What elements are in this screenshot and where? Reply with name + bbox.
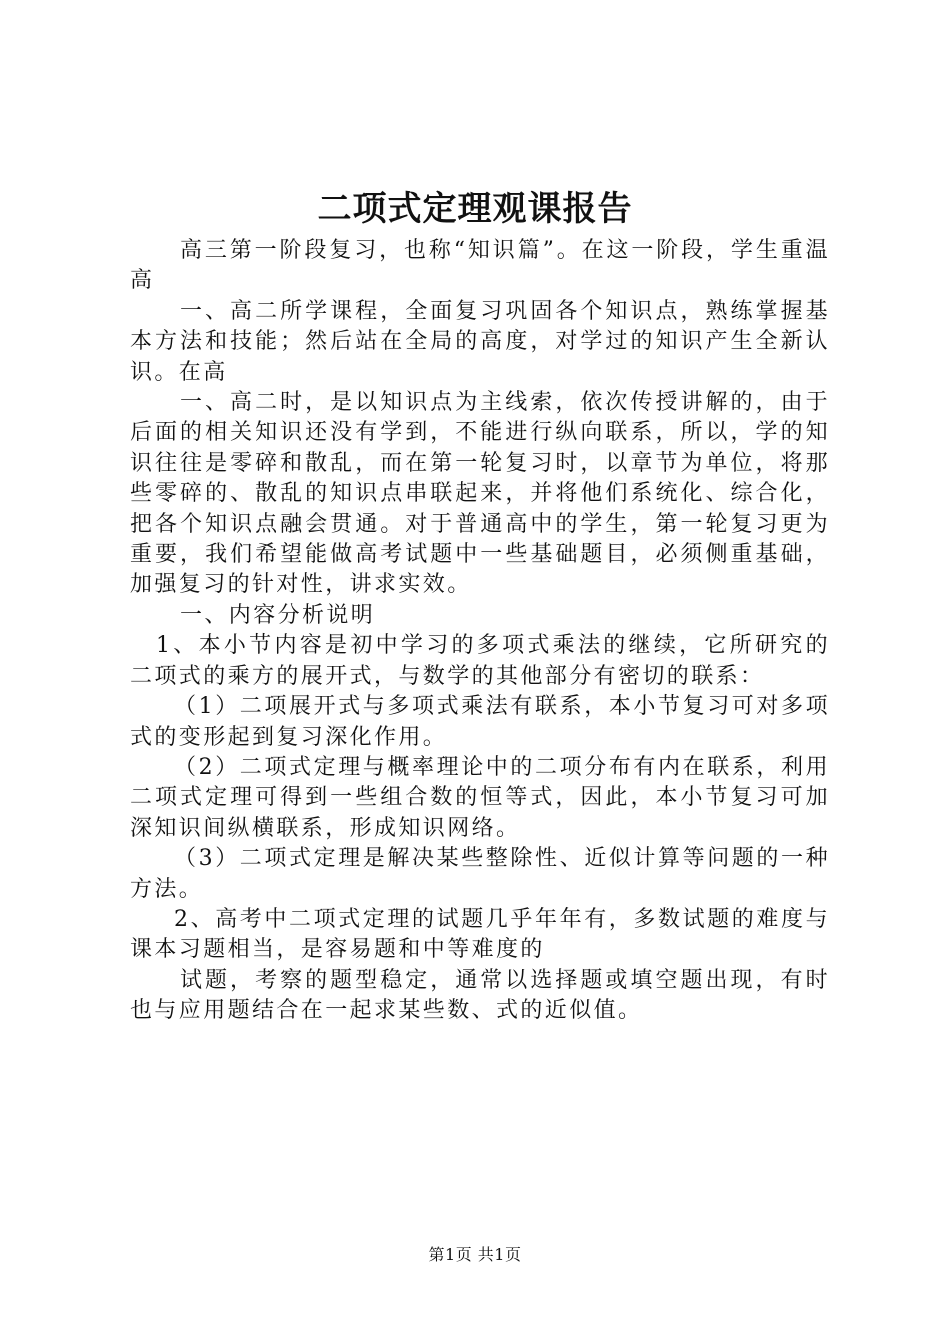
list-item: （2）二项式定理与概率理论中的二项分布有内在联系，利用二项式定理可得到一些组合数的恒等式，因此，本小节复习可加深知识间纵横联系，形成知识网络。: [130, 754, 830, 841]
list-item: （1）二项展开式与多项式乘法有联系，本小节复习可对多项式的变形起到复习深化作用。: [130, 694, 830, 750]
paragraph: 2、高考中二项式定理的试题几乎年年有，多数试题的难度与课本习题相当，是容易题和中等难度的: [130, 906, 830, 963]
paragraph: 1、本小节内容是初中学习的多项式乘法的继续，它所研究的二项式的乘方的展开式，与数学的其他部分有密切的联系：: [130, 633, 830, 689]
paragraph: 试题，考察的题型稳定，通常以选择题或填空题出现，有时也与应用题结合在一起求某些数、式的近似值。: [130, 967, 830, 1024]
paragraph: 高三第一阶段复习，也称“知识篇”。在这一阶段，学生重温高: [130, 238, 830, 294]
document-title: 二项式定理观课报告: [317, 189, 633, 229]
page-footer: 第1页 共1页: [428, 1245, 522, 1264]
section-heading: 一、内容分析说明: [180, 602, 376, 628]
document-body: [130, 236, 830, 1027]
list-item: （3）二项式定理是解决某些整除性、近似计算等问题的一种方法。: [130, 846, 830, 902]
paragraph: 一、高二时，是以知识点为主线索，依次传授讲解的，由于后面的相关知识还没有学到，不能进行纵向联系，所以，学的知识往往是零碎和散乱，而在第一轮复习时，以章节为单位，将那些零碎的、散乱的知识点串联起来，并将他们系统化、综合化，把各个知识点融会贯通。对于普通高中的学生，第一轮复习更为重要，我们希望能做高考试题中一些基础题目，必须侧重基础，加强复习的针对性，讲求实效。: [130, 390, 830, 598]
paragraph: 一、高二所学课程，全面复习巩固各个知识点，熟练掌握基本方法和技能；然后站在全局的高度，对学过的知识产生全新认识。在高: [130, 298, 830, 385]
